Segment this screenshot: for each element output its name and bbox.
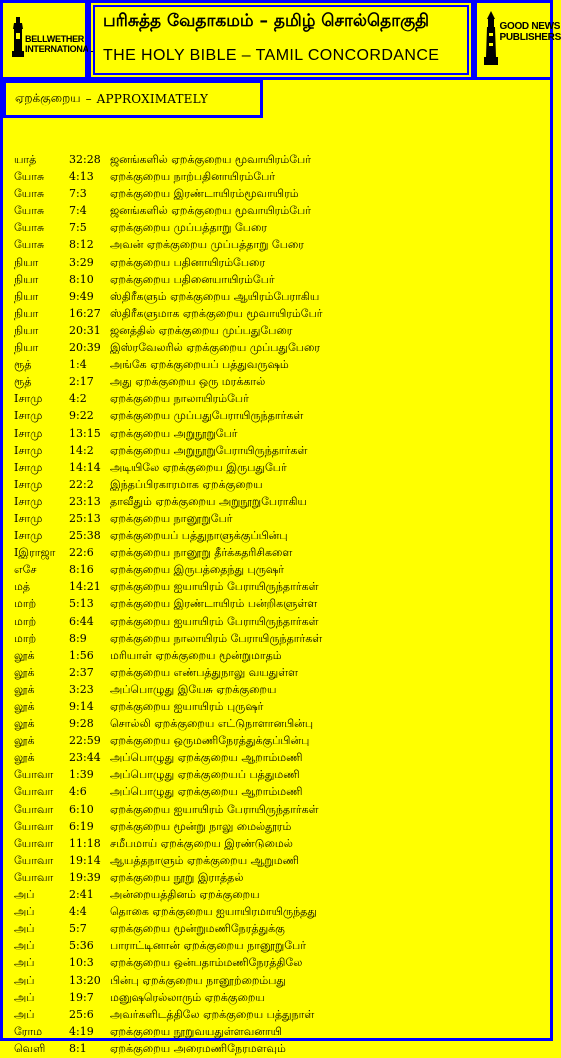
entry-reference: 16:27: [69, 306, 101, 320]
list-item: [14, 306, 544, 323]
entry-reference: 20:31: [69, 323, 101, 337]
entry-text: ஏறக்குறைய அரைமணிநேரமளவும்: [110, 1041, 286, 1055]
list-item: [14, 973, 544, 990]
entry-text: இந்தப்பிரகாரமாக ஏறக்குறைய: [110, 477, 263, 491]
entry-text: ஏறக்குறைய இரண்டாயிரம் பன்றிகளுள்ள: [110, 597, 318, 611]
headword-tamil: ஏறக்குறைய: [15, 91, 81, 105]
entry-book: Iசாமு: [14, 392, 43, 406]
entry-reference: 32:28: [69, 153, 101, 166]
entry-reference: 23:13: [69, 494, 101, 508]
list-item: [14, 904, 544, 921]
list-item: [14, 391, 544, 408]
entry-reference: 9:49: [69, 289, 94, 303]
list-item: [14, 990, 544, 1007]
entry-reference: 3:29: [69, 255, 94, 269]
entry-text: ஸ்திரீகளும் ஏறக்குறைய ஆயிரம்பேராகிய: [110, 289, 320, 303]
good-news-logo-text: GOOD NEWS PUBLISHERS: [499, 21, 561, 43]
list-item: [14, 921, 544, 938]
list-item: [14, 408, 544, 425]
entry-text: ஏறக்குறைய இரண்டாயிரம்மூவாயிரம்: [110, 187, 299, 201]
list-item: [14, 528, 544, 545]
entry-text: அப்பொழுது ஏறக்குறைய ஆறாம்மணி: [110, 751, 303, 765]
entry-reference: 3:23: [69, 682, 94, 696]
list-item: [14, 579, 544, 596]
entry-book: அப்: [14, 1007, 35, 1021]
list-item: [14, 1041, 544, 1058]
entry-book: ரோம: [14, 1024, 43, 1038]
entry-reference: 6:44: [69, 614, 94, 628]
list-item: [14, 870, 544, 887]
list-item: [14, 836, 544, 853]
entry-reference: 5:13: [69, 597, 94, 611]
entry-book: யோவா: [14, 785, 54, 799]
entry-text: ஏறக்குறைய நூறுவயதுள்ளவனாயி: [110, 1024, 282, 1038]
list-item: [14, 477, 544, 494]
entry-book: லூக்: [14, 751, 35, 765]
list-item: [14, 887, 544, 904]
entry-book: Iசாமு: [14, 511, 43, 525]
entry-book: லூக்: [14, 648, 35, 662]
entry-book: மாற்: [14, 631, 37, 645]
entry-reference: 4:13: [69, 170, 94, 184]
entry-text: தொகை ஏறக்குறைய ஐயாயிரமாயிருந்தது: [110, 905, 317, 919]
entry-text: ஏறக்குறைய ஐயாயிரம் பேராயிருந்தார்கள்: [110, 614, 319, 628]
list-item: [14, 545, 544, 562]
list-item: [14, 938, 544, 955]
entry-book: லூக்: [14, 717, 35, 731]
list-item: [14, 374, 544, 391]
entry-reference: 2:37: [69, 665, 94, 679]
entry-book: யோவா: [14, 853, 54, 867]
entry-book: அப்: [14, 888, 35, 902]
entry-reference: 7:4: [69, 204, 87, 218]
list-item: [14, 220, 544, 237]
entry-reference: 10:3: [69, 956, 94, 970]
list-item: [14, 1007, 544, 1024]
entry-reference: 2:17: [69, 375, 94, 389]
entry-reference: 22:2: [69, 477, 94, 491]
entry-reference: 7:5: [69, 221, 87, 235]
entry-text: அது ஏறக்குறைய ஒரு மரக்கால்: [110, 375, 266, 389]
list-item: [14, 255, 544, 272]
entry-book: லூக்: [14, 734, 35, 748]
entry-book: அப்: [14, 990, 35, 1004]
list-item: [14, 665, 544, 682]
list-item: [14, 631, 544, 648]
list-item: [14, 682, 544, 699]
list-item: [14, 562, 544, 579]
entry-text: ஏறக்குறைய பதினாயிரம்பேரை: [110, 255, 266, 269]
entry-reference: 7:3: [69, 187, 87, 201]
entry-book: அப்: [14, 973, 35, 987]
entry-text: ஜனங்களில் ஏறக்குறைய மூவாயிரம்பேர்: [110, 204, 311, 218]
entry-reference: 25:6: [69, 1007, 94, 1021]
entry-reference: 19:39: [69, 870, 101, 884]
entry-text: மரியாள் ஏறக்குறைய மூன்றுமாதம்: [110, 648, 282, 662]
entry-text: ஏறக்குறைய பதினையாயிரம்பேர்: [110, 272, 275, 286]
list-item: [14, 819, 544, 836]
entry-book: அப்: [14, 939, 35, 953]
list-item: [14, 323, 544, 340]
entry-book: நியா: [14, 341, 39, 355]
entry-text: ஏறக்குறைய ஒன்பதாம்மணிநேரத்திலே: [110, 956, 303, 970]
entry-reference: 5:7: [69, 922, 87, 936]
entry-reference: 9:28: [69, 717, 94, 731]
list-item: [14, 733, 544, 750]
entry-book: யோசு: [14, 187, 45, 201]
entry-reference: 22:6: [69, 546, 94, 560]
entry-text: ஏறக்குறைய நாற்பதினாயிரம்பேர்: [110, 170, 276, 184]
entry-book: யோவா: [14, 802, 54, 816]
entry-reference: 4:4: [69, 905, 87, 919]
entry-reference: 22:59: [69, 734, 101, 748]
bell-tower-icon: [11, 15, 25, 61]
entry-text: ஏறக்குறைய நானூறு தீர்க்கதரிசிகளை: [110, 546, 293, 560]
entry-text: அப்பொழுது ஏறக்குறையப் பத்துமணி: [110, 768, 300, 782]
bellwether-logo-text: BELLWETHER INTERNATIONAL: [25, 34, 94, 54]
list-item: [14, 426, 544, 443]
headword-separator: –: [85, 92, 92, 106]
entry-book: வெளி: [14, 1041, 46, 1055]
entry-book: லூக்: [14, 665, 35, 679]
page-header: [0, 0, 561, 80]
entry-text: பின்பு ஏறக்குறைய நானூற்றைம்பது: [110, 973, 286, 987]
entry-reference: 14:14: [69, 460, 101, 474]
entry-book: நியா: [14, 289, 39, 303]
entry-text: ஸ்திரீகளுமாக ஏறக்குறைய மூவாயிரம்பேர்: [110, 306, 323, 320]
entry-reference: 8:9: [69, 631, 87, 645]
list-item: [14, 460, 544, 477]
entry-reference: 13:15: [69, 426, 101, 440]
entry-reference: 19:7: [69, 990, 94, 1004]
entry-text: மனுஷரெல்லாரும் ஏறக்குறைய: [110, 990, 265, 1004]
list-item: [14, 784, 544, 801]
entry-book: அப்: [14, 905, 35, 919]
entry-text: ஏறக்குறைய எண்பத்துநாலு வயதுள்ள: [110, 665, 299, 679]
entry-text: ஜனங்களில் ஏறக்குறைய மூவாயிரம்பேர்: [110, 153, 311, 166]
entry-reference: 4:6: [69, 785, 87, 799]
entry-book: Iசாமு: [14, 529, 43, 543]
entry-book: நியா: [14, 272, 39, 286]
entry-reference: 25:38: [69, 529, 101, 543]
entry-text: அங்கே ஏறக்குறையப் பத்துவருஷம்: [110, 358, 289, 372]
entry-text: அவர்களிடத்திலே ஏறக்குறைய பத்துநாள்: [110, 1007, 315, 1021]
entry-book: ரூத்: [14, 375, 32, 389]
entry-reference: 11:18: [69, 836, 101, 850]
entry-reference: 23:44: [69, 751, 101, 765]
entry-text: ஜனத்தில் ஏறக்குறைய முப்பதுபேரை: [110, 323, 293, 337]
list-item: [14, 614, 544, 631]
entry-text: ஏறக்குறைய நாலாயிரம்பேர்: [110, 392, 249, 406]
entry-reference: 8:10: [69, 272, 94, 286]
list-item: [14, 767, 544, 784]
good-news-logo: [474, 0, 561, 80]
headword-box: [3, 80, 263, 118]
entry-text: அடியிலே ஏறக்குறைய இருபதுபேர்: [110, 460, 287, 474]
entry-book: Iசாமு: [14, 477, 43, 491]
entry-book: Iசாமு: [14, 443, 43, 457]
entry-text: அப்பொழுது இயேசு ஏறக்குறைய: [110, 682, 277, 696]
entry-book: நியா: [14, 255, 39, 269]
entry-text: ஏறக்குறைய ஐயாயிரம் புருஷர்: [110, 700, 264, 713]
entry-text: அன்றையத்தினம் ஏறக்குறைய: [110, 888, 260, 902]
entry-book: மாற்: [14, 597, 37, 611]
entry-book: லூக்: [14, 700, 35, 713]
list-item: [14, 716, 544, 733]
entry-reference: 6:19: [69, 819, 94, 833]
list-item: [14, 203, 544, 220]
entry-reference: 1:56: [69, 648, 94, 662]
list-item: [14, 494, 544, 511]
headword-english: APPROXIMATELY: [96, 92, 209, 106]
bellwether-logo: [0, 0, 94, 80]
entry-book: யோசு: [14, 170, 45, 184]
entry-reference: 2:41: [69, 888, 94, 902]
entry-reference: 25:13: [69, 511, 101, 525]
entry-reference: 4:2: [69, 392, 87, 406]
entry-book: Iசாமு: [14, 409, 43, 423]
entry-reference: 14:21: [69, 580, 101, 594]
entry-text: ஏறக்குறைய ஐயாயிரம் பேராயிருந்தார்கள்: [110, 580, 319, 594]
entry-text: இஸ்ரவேலரில் ஏறக்குறைய முப்பதுபேரை: [110, 341, 321, 355]
entry-text: சொல்லி ஏறக்குறைய எட்டுநாளானபின்பு: [110, 717, 314, 731]
list-item: [14, 289, 544, 306]
lighthouse-icon: [484, 11, 498, 67]
entry-reference: 19:14: [69, 853, 101, 867]
entry-book: யோவா: [14, 819, 54, 833]
entry-reference: 1:39: [69, 768, 94, 782]
title-tamil: பரிசுத்த வேதாகமம் – தமிழ் சொல்தொகுதி: [103, 11, 430, 31]
entry-book: Iஇராஜா: [14, 546, 56, 560]
list-item: [14, 596, 544, 613]
concordance-list: [14, 152, 544, 1058]
entry-reference: 8:12: [69, 238, 94, 252]
entry-text: பாராட்டினான் ஏறக்குறைய நானூறுபேர்: [110, 939, 306, 953]
entry-text: ஏறக்குறைய இருபத்தைந்து புருஷர்: [110, 563, 284, 577]
entry-text: ஏறக்குறையப் பத்துநாளுக்குப்பின்பு: [110, 529, 288, 543]
entry-text: சமீபமாய் ஏறக்குறைய இரண்டுமைல்: [110, 836, 293, 850]
list-item: [14, 802, 544, 819]
entry-text: ஏறக்குறைய மூன்றுமணிநேரத்துக்கு: [110, 922, 285, 936]
list-item: [14, 340, 544, 357]
entry-book: Iசாமு: [14, 426, 43, 440]
list-item: [14, 272, 544, 289]
entry-book: யாத்: [14, 153, 37, 166]
title-english: THE HOLY BIBLE – TAMIL CONCORDANCE: [103, 47, 440, 64]
list-item: [14, 511, 544, 528]
entry-reference: 8:1: [69, 1041, 87, 1055]
entry-text: ஏறக்குறைய மூன்று நாலு மைல்தூரம்: [110, 819, 292, 833]
entry-reference: 20:39: [69, 341, 101, 355]
list-item: [14, 648, 544, 665]
entry-reference: 5:36: [69, 939, 94, 953]
list-item: [14, 186, 544, 203]
list-item: [14, 237, 544, 254]
entry-book: யோசு: [14, 238, 45, 252]
entry-text: ஏறக்குறைய முப்பத்தாறு பேரை: [110, 221, 268, 235]
entry-text: ஏறக்குறைய நானூறுபேர்: [110, 511, 233, 525]
entry-book: யோசு: [14, 204, 45, 218]
entry-reference: 4:19: [69, 1024, 94, 1038]
entry-text: ஏறக்குறைய அறுநூறுபேராயிருந்தார்கள்: [110, 443, 308, 457]
entry-text: ஏறக்குறைய ஐயாயிரம் பேராயிருந்தார்கள்: [110, 802, 319, 816]
entry-book: அப்: [14, 956, 35, 970]
entry-reference: 14:2: [69, 443, 94, 457]
entry-book: யோவா: [14, 836, 54, 850]
entry-book: லூக்: [14, 682, 35, 696]
entry-book: ரூத்: [14, 358, 32, 372]
entry-reference: 1:4: [69, 358, 87, 372]
entry-book: மாற்: [14, 614, 37, 628]
entry-text: ஆயத்தநாளும் ஏறக்குறைய ஆறுமணி: [110, 853, 299, 867]
list-item: [14, 443, 544, 460]
entry-text: ஏறக்குறைய அறுநூறுபேர்: [110, 426, 238, 440]
entry-reference: 9:14: [69, 700, 94, 713]
entry-book: அப்: [14, 922, 35, 936]
entry-text: தாவீதும் ஏறக்குறைய அறுநூறுபேராகிய: [110, 494, 307, 508]
entry-text: ஏறக்குறைய நாலாயிரம் பேராயிருந்தார்கள்: [110, 631, 323, 645]
entry-book: யோவா: [14, 870, 54, 884]
entry-reference: 13:20: [69, 973, 101, 987]
list-item: [14, 152, 544, 169]
list-item: [14, 699, 544, 716]
entry-book: எசே: [14, 563, 37, 577]
list-item: [14, 357, 544, 374]
entry-reference: 6:10: [69, 802, 94, 816]
entry-book: Iசாமு: [14, 494, 43, 508]
entry-book: நியா: [14, 323, 39, 337]
entry-book: யோசு: [14, 221, 45, 235]
entry-book: நியா: [14, 306, 39, 320]
entry-reference: 8:16: [69, 563, 94, 577]
list-item: [14, 853, 544, 870]
entry-text: ஏறக்குறைய ஒருமணிநேரத்துக்குப்பின்பு: [110, 734, 310, 748]
entry-reference: 9:22: [69, 409, 94, 423]
entry-text: ஏறக்குறைய முப்பதுபேராயிருந்தார்கள்: [110, 409, 304, 423]
title-box: [88, 0, 474, 80]
entry-text: அப்பொழுது ஏறக்குறைய ஆறாம்மணி: [110, 785, 303, 799]
list-item: [14, 750, 544, 767]
entry-book: மத்: [14, 580, 31, 594]
list-item: [14, 1024, 544, 1041]
entry-book: Iசாமு: [14, 460, 43, 474]
entry-text: அவன் ஏறக்குறைய முப்பத்தாறு பேரை: [110, 238, 304, 252]
entry-text: ஏறக்குறைய நூறு இராத்தல்: [110, 870, 244, 884]
list-item: [14, 955, 544, 972]
entry-book: யோவா: [14, 768, 54, 782]
list-item: [14, 169, 544, 186]
